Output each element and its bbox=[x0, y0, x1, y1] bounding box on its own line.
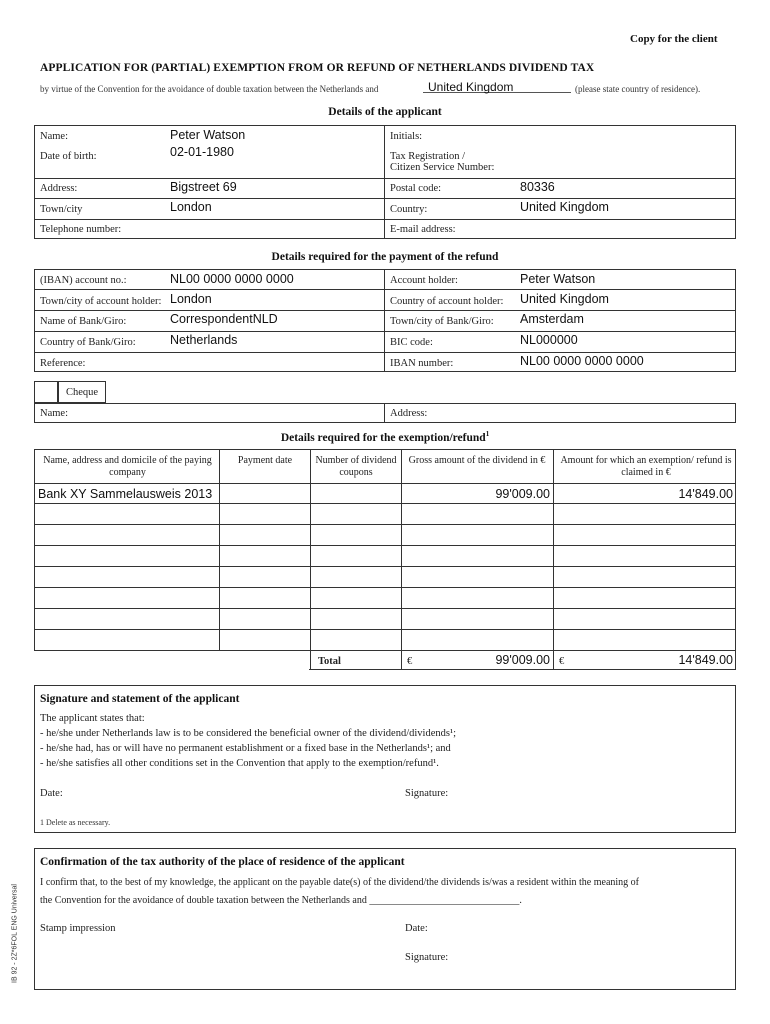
conf-signature-label: Signature: bbox=[405, 952, 449, 963]
applicant-box bbox=[34, 125, 736, 239]
tax-label-line2: Citizen Service Number: bbox=[390, 162, 495, 173]
applicant-section-title: Details of the applicant bbox=[328, 106, 442, 118]
cheque-name-label: Name: bbox=[40, 408, 68, 419]
statement-line3: - he/she satisfies all other conditions set in the Convention that apply to the exemption/refund¹. bbox=[40, 758, 439, 769]
total-label: Total bbox=[318, 656, 341, 667]
confirmation-title: Confirmation of the tax authority of the place of residence of the applicant bbox=[40, 856, 405, 868]
col-company: Name, address and domicile of the paying company bbox=[43, 455, 212, 478]
initials-label: Initials: bbox=[390, 131, 423, 142]
address-field[interactable]: Bigstreet 69 bbox=[170, 180, 237, 194]
col-gross: Gross amount of the dividend in € bbox=[408, 455, 546, 466]
iban-number-label: IBAN number: bbox=[390, 358, 454, 369]
copy-label: Copy for the client bbox=[630, 33, 718, 45]
total-gross[interactable]: 99'009.00 bbox=[495, 653, 550, 667]
total-claimed[interactable]: 14'849.00 bbox=[678, 653, 733, 667]
exemption-section-title: Details required for the exemption/refund$^1$ bbox=[280, 430, 490, 444]
cheque-label: Cheque bbox=[66, 387, 99, 398]
bank-town-label: Town/city of Bank/Giro: bbox=[390, 316, 494, 327]
name-field[interactable]: Peter Watson bbox=[170, 128, 246, 142]
postal-label: Postal code: bbox=[390, 183, 442, 194]
total-gross-currency: € bbox=[407, 656, 413, 667]
confirmation-box bbox=[34, 848, 736, 990]
payment-section-title: Details required for the payment of the refund bbox=[271, 251, 499, 263]
country-field[interactable]: United Kingdom bbox=[520, 200, 609, 214]
iban-number-field[interactable]: NL00 0000 0000 0000 bbox=[520, 354, 644, 368]
total-claimed-currency: € bbox=[559, 656, 565, 667]
reference-label: Reference: bbox=[40, 358, 86, 369]
dob-label: Date of birth: bbox=[40, 151, 97, 162]
row1-gross[interactable]: 99'009.00 bbox=[495, 487, 550, 501]
iban-label: (IBAN) account no.: bbox=[40, 275, 127, 286]
sig-date-label: Date: bbox=[40, 788, 63, 799]
stamp-label: Stamp impression bbox=[40, 923, 116, 934]
confirmation-line1: I confirm that, to the best of my knowledge, the applicant on the payable date(s) of the dividend/the dividends is/was a resident within the meaning of bbox=[40, 877, 640, 888]
postal-field[interactable]: 80336 bbox=[520, 180, 555, 194]
subtitle-prefix: by virtue of the Convention for the avoidance of double taxation between the Netherlands and bbox=[40, 84, 379, 94]
statement-intro: The applicant states that: bbox=[40, 713, 145, 724]
signature-title: Signature and statement of the applicant bbox=[40, 693, 240, 705]
tax-number-label bbox=[390, 151, 494, 173]
statement-line1: - he/she under Netherlands law is to be considered the beneficial owner of the dividend/dividends¹; bbox=[40, 728, 457, 739]
town-label: Town/city bbox=[40, 204, 83, 215]
exemption-title-text: Details required for the exemption/refund bbox=[280, 431, 486, 444]
bank-label: Name of Bank/Giro: bbox=[40, 316, 127, 327]
cheque-details-box bbox=[34, 403, 736, 423]
cheque-checkbox[interactable] bbox=[34, 381, 58, 403]
cheque-address-label: Address: bbox=[390, 408, 428, 419]
name-label: Name: bbox=[40, 131, 68, 142]
subtitle-suffix: (please state country of residence). bbox=[575, 84, 701, 94]
row1-claimed[interactable]: 14'849.00 bbox=[678, 487, 733, 501]
col-coupons: Number of dividend coupons bbox=[315, 455, 397, 478]
tax-label-line1: Tax Registration / bbox=[390, 151, 466, 162]
holder-field[interactable]: Peter Watson bbox=[520, 272, 596, 286]
iban-field[interactable]: NL00 0000 0000 0000 bbox=[170, 272, 294, 286]
bank-field[interactable]: CorrespondentNLD bbox=[170, 312, 278, 326]
bic-label: BIC code: bbox=[390, 337, 433, 348]
phone-label: Telephone number: bbox=[40, 224, 122, 235]
holder-town-field[interactable]: London bbox=[170, 292, 212, 306]
footnote: 1 Delete as necessary. bbox=[40, 818, 111, 827]
col-payment-date: Payment date bbox=[237, 455, 293, 466]
bank-country-label: Country of Bank/Giro: bbox=[40, 337, 136, 348]
town-field[interactable]: London bbox=[170, 200, 212, 214]
country-label: Country: bbox=[390, 204, 428, 215]
form-title: APPLICATION FOR (PARTIAL) EXEMPTION FROM OR REFUND OF NETHERLANDS DIVIDEND TAX bbox=[40, 62, 595, 74]
row1-company[interactable]: Bank XY Sammelausweis 2013 bbox=[38, 487, 213, 501]
holder-label: Account holder: bbox=[390, 275, 458, 286]
email-label: E-mail address: bbox=[390, 224, 456, 235]
bank-country-field[interactable]: Netherlands bbox=[170, 333, 238, 347]
confirmation-line2: the Convention for the avoidance of double taxation between the Netherlands and ______________________________. bbox=[40, 895, 522, 906]
dob-field[interactable]: 02-01-1980 bbox=[170, 145, 234, 159]
holder-country-field[interactable]: United Kingdom bbox=[520, 292, 609, 306]
residence-country-field[interactable]: United Kingdom bbox=[428, 80, 514, 94]
conf-date-label: Date: bbox=[405, 923, 428, 934]
bank-town-field[interactable]: Amsterdam bbox=[520, 312, 584, 326]
sig-signature-label: Signature: bbox=[405, 788, 449, 799]
applicant-divider bbox=[384, 125, 385, 239]
col-claimed: Amount for which an exemption/ refund is claimed in € bbox=[560, 455, 732, 478]
address-label: Address: bbox=[40, 183, 78, 194]
holder-country-label: Country of account holder: bbox=[390, 296, 504, 307]
bic-field[interactable]: NL000000 bbox=[520, 333, 578, 347]
statement-line2: - he/she had, has or will have no permanent establishment or a fixed base in the Netherlands¹; and bbox=[40, 743, 451, 754]
form-side-code: IB 92 - 2Z*6FOL ENG Universal bbox=[11, 884, 19, 983]
holder-town-label: Town/city of account holder: bbox=[40, 296, 162, 307]
